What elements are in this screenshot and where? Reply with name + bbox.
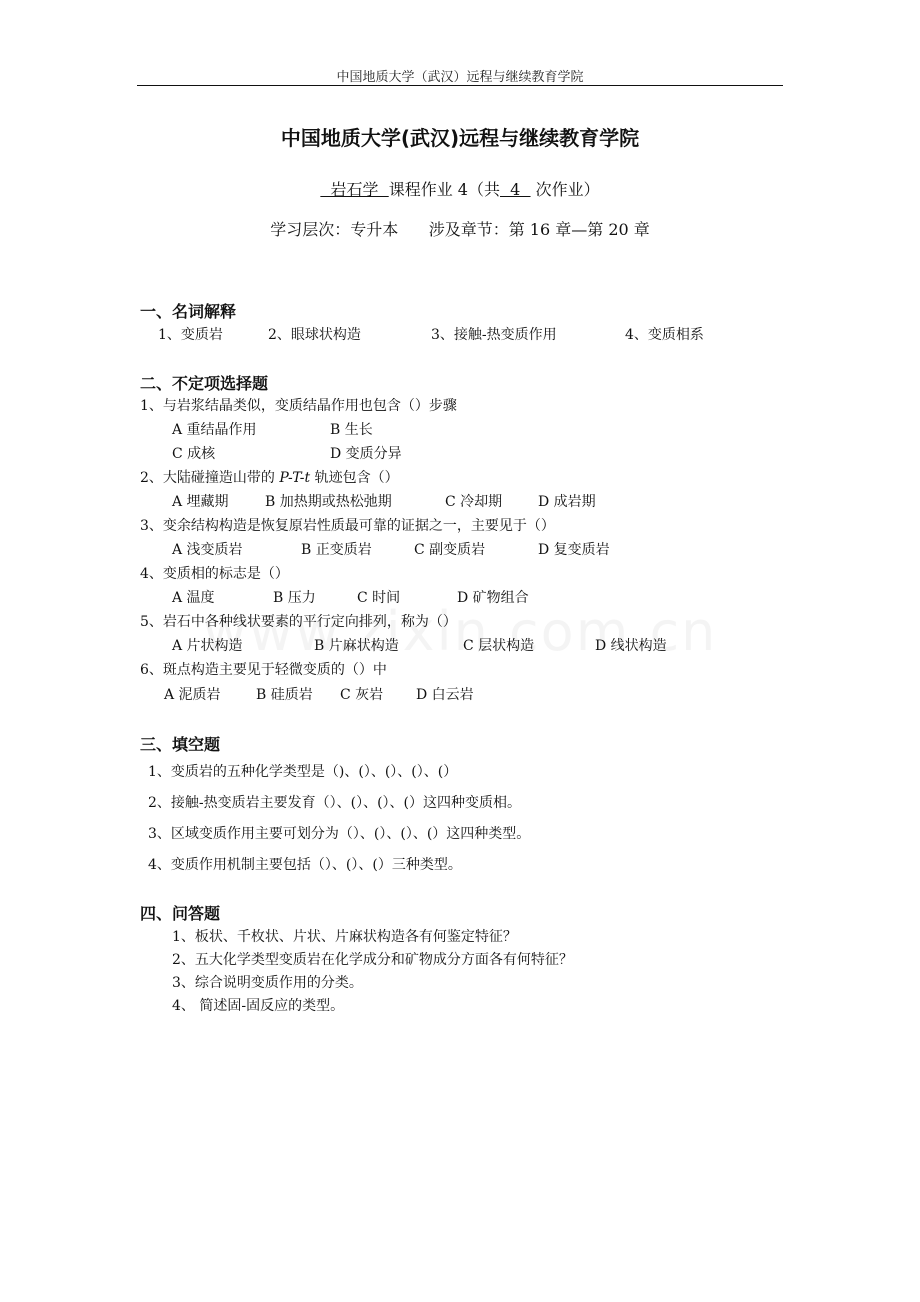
question-stem: 6、斑点构造主要见于轻微变质的（）中	[140, 662, 387, 678]
option: B 压力	[273, 590, 316, 606]
essay-question: 3、综合说明变质作用的分类。	[172, 975, 363, 991]
option: C 层状构造	[463, 638, 535, 654]
stem-text: 2、大陆碰撞造山带的	[140, 470, 280, 486]
option: B 生长	[330, 422, 373, 438]
essay-question: 1、板状、千枚状、片状、片麻状构造各有何鉴定特征？	[172, 929, 517, 945]
term-item: 4、变质相系	[625, 327, 704, 343]
section-3-title: 三、填空题	[140, 735, 221, 754]
option: D 矿物组合	[457, 590, 529, 606]
stem-text: 轨迹包含（）	[310, 470, 399, 486]
header-divider	[137, 85, 783, 86]
section-4-title: 四、问答题	[140, 904, 221, 923]
option: A 泥质岩	[164, 687, 221, 703]
fill-blank-item: 3、区域变质作用主要可划分为（）、(）、(）、(）这四种类型。	[148, 826, 531, 842]
fill-blank-item: 2、接触-热变质岩主要发育（）、(）、(）、(）这四种变质相。	[148, 795, 522, 811]
study-level-line: 学习层次：专升本 涉及章节：第 16 章—第 20 章	[270, 220, 650, 239]
document-title: 中国地质大学(武汉)远程与继续教育学院	[280, 126, 640, 150]
watermark	[0, 600, 920, 663]
essay-question: 4、 简述固-固反应的类型。	[172, 998, 345, 1014]
assignment-label: 课程作业 4（共	[388, 180, 500, 199]
assignment-line	[0, 177, 920, 200]
option: D 线状构造	[595, 638, 667, 654]
fill-blank-item: 1、变质岩的五种化学类型是（)、(）、(）、(）、(）	[148, 764, 458, 780]
term-item: 2、眼球状构造	[268, 327, 361, 343]
option: D 复变质岩	[538, 542, 610, 558]
question-stem: 5、岩石中各种线状要素的平行定向排列，称为（）	[140, 614, 457, 630]
option: A 埋藏期	[172, 494, 229, 510]
option: C 时间	[357, 590, 401, 606]
essay-question: 2、五大化学类型变质岩在化学成分和矿物成分方面各有何特征？	[172, 952, 573, 968]
course-name: 岩石学	[320, 180, 389, 199]
term-item: 3、接触-热变质作用	[431, 327, 557, 343]
option: B 正变质岩	[301, 542, 372, 558]
option: C 冷却期	[445, 494, 503, 510]
question-stem: 3、变余结构构造是恢复原岩性质最可靠的证据之一，主要见于（）	[140, 518, 555, 534]
option: C 副变质岩	[414, 542, 486, 558]
assignment-total: 4	[500, 180, 531, 199]
page-header: 中国地质大学（武汉）远程与继续教育学院	[336, 70, 584, 85]
option: D 成岩期	[538, 494, 596, 510]
option: B 片麻状构造	[314, 638, 399, 654]
option: D 白云岩	[416, 687, 474, 703]
ptt-term: P-T-t	[279, 470, 311, 486]
fill-blank-item: 4、变质作用机制主要包括（）、(）、(）三种类型。	[148, 857, 462, 873]
option: A 浅变质岩	[172, 542, 243, 558]
question-stem	[140, 467, 399, 487]
question-stem: 4、变质相的标志是（）	[140, 566, 289, 582]
option: B 加热期或热松弛期	[265, 494, 392, 510]
assignment-suffix: 次作业）	[530, 180, 600, 199]
section-2-title: 二、不定项选择题	[140, 374, 269, 393]
option: C 灰岩	[340, 687, 384, 703]
option: A 温度	[172, 590, 215, 606]
term-item: 1、变质岩	[158, 327, 223, 343]
question-stem: 1、与岩浆结晶类似，变质结晶作用也包含（）步骤	[140, 398, 457, 414]
option: A 片状构造	[172, 638, 243, 654]
option: A 重结晶作用	[172, 422, 257, 438]
option: C 成核	[172, 446, 216, 462]
option: B 硅质岩	[256, 687, 313, 703]
section-1-title: 一、名词解释	[140, 302, 237, 321]
option: D 变质分异	[330, 446, 402, 462]
